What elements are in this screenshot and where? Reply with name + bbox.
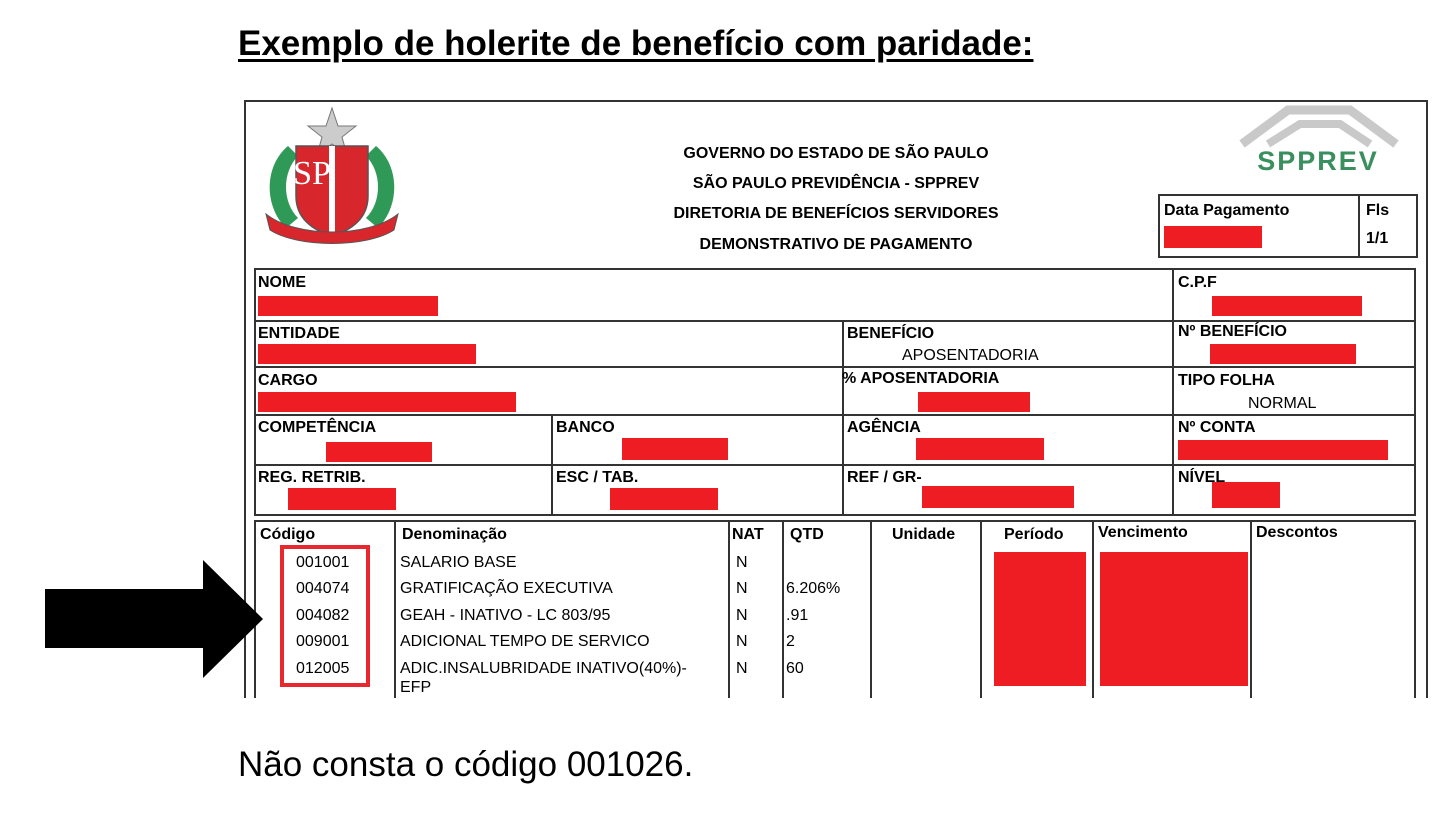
col-unidade-header: Unidade: [892, 526, 956, 543]
n-beneficio-label: Nº BENEFÍCIO: [1178, 323, 1287, 340]
row-3-qtd: .91: [786, 607, 809, 624]
header-line-3: DIRETORIA DE BENEFÍCIOS SERVIDORES: [673, 205, 999, 222]
fls-value: 1/1: [1366, 230, 1389, 247]
redaction: [622, 438, 728, 460]
esc-tab-label: ESC / TAB.: [556, 469, 639, 486]
cargo-label: CARGO: [258, 372, 318, 389]
periodo-redaction: [994, 552, 1086, 686]
entidade-label: ENTIDADE: [258, 325, 340, 342]
data-pagamento-box: [1158, 194, 1418, 258]
row-5-denominacao: ADIC.INSALUBRIDADE INATIVO(40%)-: [400, 660, 687, 677]
header-line-1: GOVERNO DO ESTADO DE SÃO PAULO: [683, 145, 989, 162]
row-4-nat: N: [736, 633, 748, 650]
redaction: [326, 442, 432, 462]
reg-retrib-label: REG. RETRIB.: [258, 469, 366, 486]
redaction: [1210, 344, 1356, 364]
redaction: [288, 488, 396, 510]
row-3-nat: N: [736, 607, 748, 624]
banco-label: BANCO: [556, 419, 615, 436]
tipo-folha-value: NORMAL: [1248, 395, 1317, 412]
redaction: [918, 392, 1030, 412]
svg-text:SPPREV: SPPREV: [1257, 146, 1379, 176]
col-denominacao-header: Denominação: [402, 526, 507, 543]
row-2-codigo: 004074: [296, 580, 350, 597]
agencia-label: AGÊNCIA: [847, 419, 921, 436]
row-5-nat: N: [736, 660, 748, 677]
ref-gr-label: REF / GR-: [847, 469, 922, 486]
redaction: [1164, 226, 1262, 248]
row-4-codigo: 009001: [296, 633, 350, 650]
redaction: [258, 392, 516, 412]
row-1-nat: N: [736, 554, 748, 571]
svg-text:SP: SP: [293, 155, 331, 192]
nome-label: NOME: [258, 274, 306, 291]
data-pagamento-label: Data Pagamento: [1164, 202, 1290, 219]
row-5-qtd: 60: [786, 660, 804, 677]
redaction: [258, 296, 438, 316]
row-1-codigo: 001001: [296, 554, 350, 571]
col-qtd-header: QTD: [790, 526, 824, 543]
perc-aposentadoria-label: % APOSENTADORIA: [842, 370, 1000, 387]
redaction: [1178, 440, 1388, 460]
nivel-label: NÍVEL: [1178, 469, 1226, 486]
vencimento-redaction: [1100, 552, 1248, 686]
note-text: Não consta o código 001026.: [238, 745, 694, 784]
header-line-4: DEMONSTRATIVO DE PAGAMENTO: [699, 236, 973, 253]
row-4-qtd: 2: [786, 633, 795, 650]
cpf-label: C.P.F: [1178, 274, 1217, 291]
redaction: [258, 344, 476, 364]
row-4-denominacao: ADICIONAL TEMPO DE SERVICO: [400, 633, 650, 650]
spprev-logo-icon: [1228, 104, 1404, 184]
row-3-codigo: 004082: [296, 607, 350, 624]
fls-label: Fls: [1366, 202, 1390, 219]
arrow-right-icon: [45, 560, 267, 678]
col-periodo-header: Período: [1004, 526, 1064, 543]
redaction: [922, 486, 1074, 508]
col-vencimento-header: Vencimento: [1098, 524, 1188, 541]
beneficio-label: BENEFÍCIO: [847, 325, 935, 342]
payslip-document: [244, 100, 1428, 698]
row-2-denominacao: GRATIFICAÇÃO EXECUTIVA: [400, 580, 613, 597]
row-5-codigo: 012005: [296, 660, 350, 677]
row-1-denominacao: SALARIO BASE: [400, 554, 517, 571]
n-conta-label: Nº CONTA: [1178, 419, 1256, 436]
page-title: Exemplo de holerite de benefício com paridade:: [238, 24, 1034, 63]
col-descontos-header: Descontos: [1256, 524, 1338, 541]
header-line-2: SÃO PAULO PREVIDÊNCIA - SPPREV: [692, 175, 980, 192]
col-nat-header: NAT: [732, 526, 764, 543]
row-5-denominacao-continuation: EFP: [400, 679, 432, 696]
row-2-qtd: 6.206%: [786, 580, 841, 597]
redaction: [916, 438, 1044, 460]
redaction: [1212, 296, 1362, 316]
col-codigo-header: Código: [260, 526, 316, 543]
row-2-nat: N: [736, 580, 748, 597]
redaction: [610, 488, 718, 510]
competencia-label: COMPETÊNCIA: [258, 419, 377, 436]
beneficio-value: APOSENTADORIA: [902, 347, 1039, 364]
tipo-folha-label: TIPO FOLHA: [1178, 372, 1275, 389]
row-3-denominacao: GEAH - INATIVO - LC 803/95: [400, 607, 611, 624]
